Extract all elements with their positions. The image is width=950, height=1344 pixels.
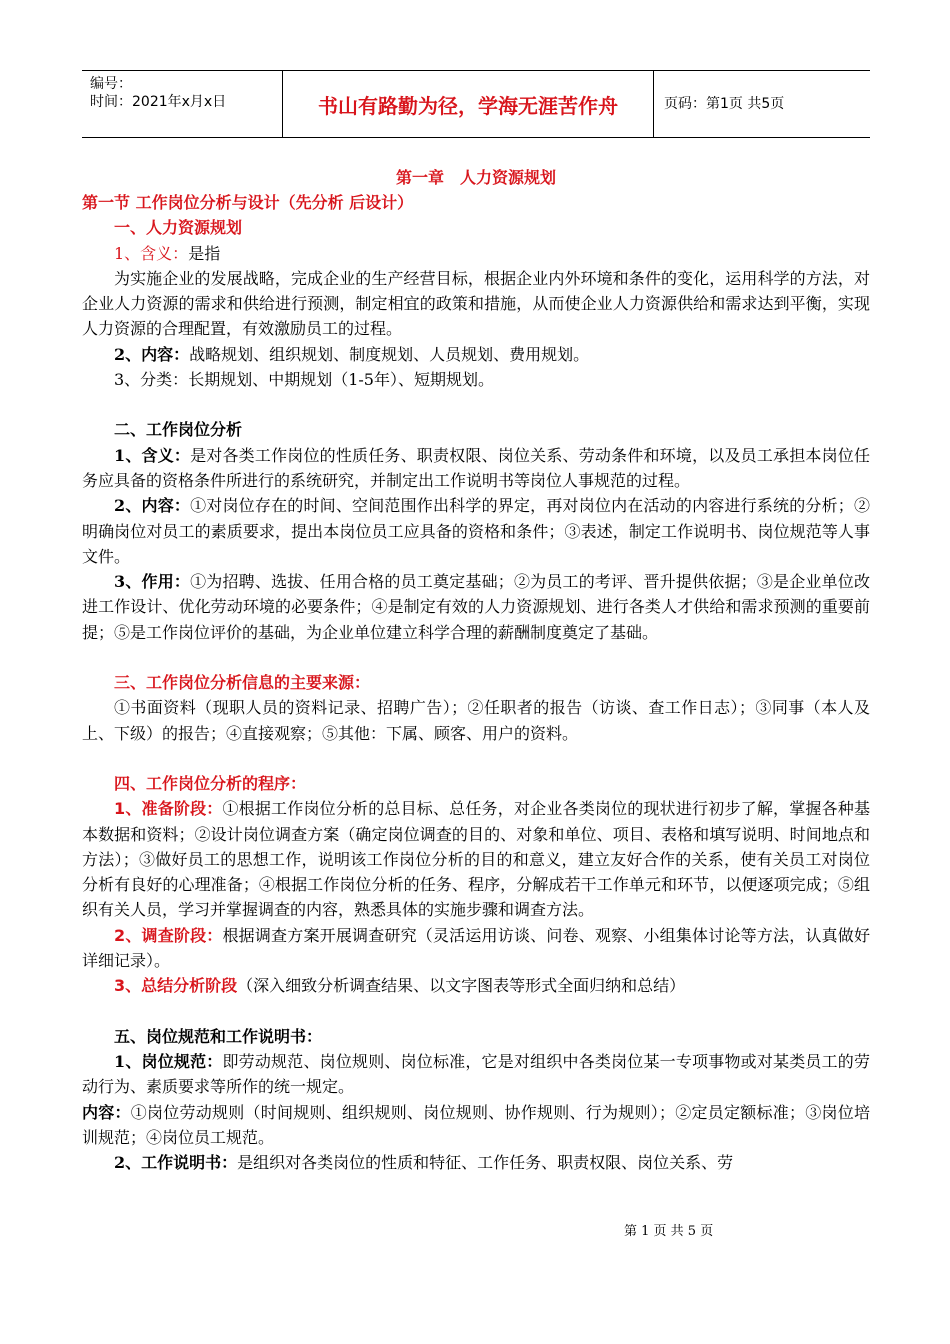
s1-content-body: 战略规划、组织规划、制度规划、人员规划、费用规划。 <box>189 344 590 364</box>
motto: 书山有路勤为径，学海无涯苦作舟 <box>318 94 618 118</box>
section-title: 第一节 工作岗位分析与设计（先分析 后设计） <box>82 193 414 212</box>
s5-title: 五、岗位规范和工作说明书： <box>114 1026 323 1046</box>
s4-p1-body: ①根据工作岗位分析的总目标、总任务，对企业各类岗位的现状进行初步了解，掌握各种基本数据和资料；②设计岗位调查方案（确定岗位调查的目的、对象和单位、项目、表格和填写说明、时间地点和方法）；③做好员工的思想工作，说明该工作岗位分析的目的和意义，建立友好合作的关系，使有关员工对岗位分析有良好的心理准备；④根据工作岗位分析的任务、程序，分解成若干工作单元和环节，以便逐项完成；⑤组织有关人员，学习并掌握调查的内容，熟悉具体的实施步骤和调查方法。 <box>82 799 870 920</box>
s1-def-lead: 是指 <box>188 243 221 263</box>
s3-title: 三、工作岗位分析信息的主要来源： <box>114 673 371 693</box>
s1-def-body: 为实施企业的发展战略，完成企业的生产经营目标，根据企业内外环境和条件的变化，运用科学的方法，对企业人力资源的需求和供给进行预测，制定相宜的政策和措施，从而使企业人力资源供给和需求达到平衡，实现人力资源的合理配置，有效激励员工的过程。 <box>82 268 870 339</box>
s5-p1-label: 1、岗位规范： <box>114 1051 223 1071</box>
s2-content-body: ①对岗位存在的时间、空间范围作出科学的界定，再对岗位内在活动的内容进行系统的分析；②明确岗位对员工的素质要求，提出本岗位员工应具备的资格和条件；③表述，制定工作说明书、岗位规范等人事文件。 <box>82 496 870 566</box>
chapter-title: 第一章 人力资源规划 <box>395 168 556 187</box>
s5-p1-body: 即劳动规范、岗位规则、岗位标准，它是对组织中各类岗位某一专项事物或对某类员工的劳动行为、素质要求等所作的统一规定。 <box>82 1051 870 1097</box>
s4-p2-label: 2、调查阶段： <box>114 925 223 945</box>
header-motto-cell <box>283 71 654 137</box>
header-meta-cell <box>82 71 283 137</box>
s4-p1-label: 1、准备阶段： <box>114 799 223 819</box>
s5-content-label: 内容： <box>82 1102 131 1122</box>
s1-def-label: 1、含义： <box>114 243 189 263</box>
s3-body: ①书面资料（现职人员的资料记录、招聘广告）；②任职者的报告（访谈、查工作日志）；③同事（本人及上、下级）的报告；④直接观察；⑤其他：下属、顾客、用户的资料。 <box>82 698 870 743</box>
s2-title: 二、工作岗位分析 <box>114 420 243 440</box>
s2-use-label: 3、作用： <box>114 572 191 592</box>
s1-class-body: 长期规划、中期规划（1-5年）、短期规划。 <box>188 370 494 390</box>
doc-number-label: 编号： <box>90 76 132 92</box>
s5-content-body: ①岗位劳动规则（时间规则、组织规则、岗位规则、协作规则、行为规则）；②定员定额标准；③岗位培训规范；④岗位员工规范。 <box>82 1102 870 1147</box>
header-table <box>82 70 870 138</box>
s4-p3-label: 3、总结分析阶段 <box>114 976 238 996</box>
s4-title: 四、工作岗位分析的程序： <box>114 773 307 793</box>
s2-def-body: 是对各类工作岗位的性质任务、职责权限、岗位关系、劳动条件和环境，以及员工承担本岗位任务应具备的资格条件所进行的系统研究，并制定出工作说明书等岗位人事规范的过程。 <box>82 445 870 490</box>
page-footer: 第 1 页 共 5 页 <box>624 1224 714 1239</box>
s1-title: 一、人力资源规划 <box>114 218 243 238</box>
page-indicator: 页码：第1页 共5页 <box>664 96 785 112</box>
s2-def-label: 1、含义： <box>114 445 191 465</box>
s5-p2-body: 是组织对各类岗位的性质和特征、工作任务、职责权限、岗位关系、劳 <box>237 1153 734 1173</box>
s4-p2-body: 根据调查方案开展调查研究（灵活运用访谈、问卷、观察、小组集体讨论等方法，认真做好详细记录）。 <box>82 925 870 971</box>
header-page-cell <box>654 71 870 137</box>
s5-p2-label: 2、工作说明书： <box>114 1153 238 1173</box>
s1-class-label: 3、分类： <box>114 370 189 390</box>
document-body <box>82 165 870 1175</box>
s2-use-body: ①为招聘、选拔、任用合格的员工奠定基础；②为员工的考评、晋升提供依据；③是企业单位改进工作设计、优化劳动环境的必要条件；④是制定有效的人力资源规划、进行各类人才供给和需求预测的重要前提；⑤是工作岗位评价的基础，为企业单位建立科学合理的薪酬制度奠定了基础。 <box>82 572 870 642</box>
doc-time-label: 时间：2021年x月x日 <box>90 94 227 110</box>
s4-p3-body: （深入细致分析调查结果、以文字图表等形式全面归纳和总结） <box>237 976 686 996</box>
s1-content-label: 2、内容： <box>114 344 190 364</box>
s2-content-label: 2、内容： <box>114 496 191 516</box>
